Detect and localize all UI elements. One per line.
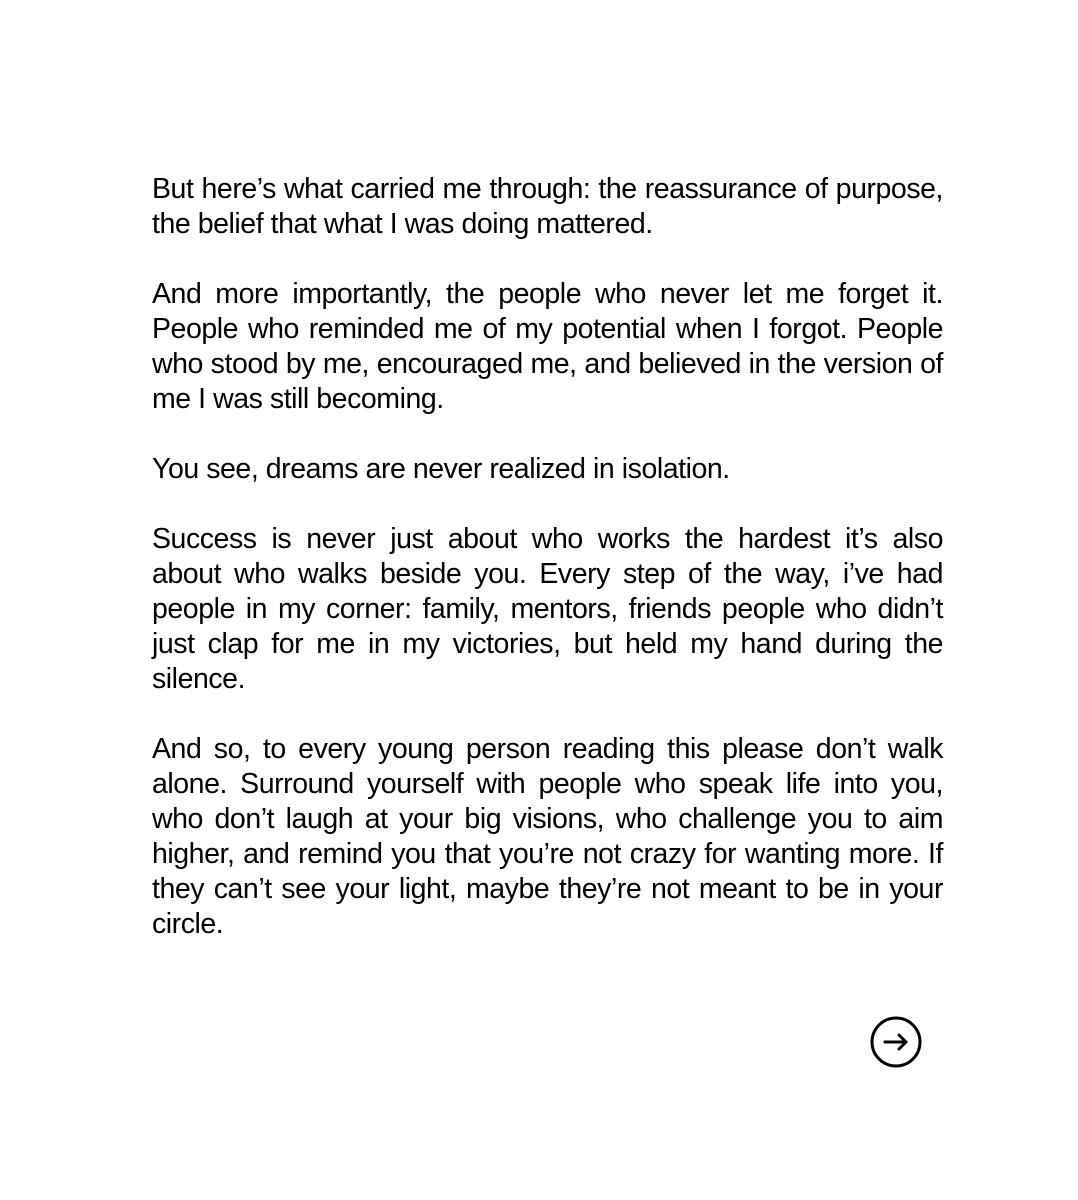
next-button[interactable]: [870, 1016, 922, 1068]
article-body: [152, 172, 943, 942]
paragraph-2: And more importantly, the people who never let me forget it. People who reminded me of my potential when I forgot. People who stood by me, encouraged me, and believed in the version of me I was still becoming.: [152, 278, 943, 415]
paragraph-3: You see, dreams are never realized in isolation.: [152, 453, 730, 485]
paragraph-1: But here’s what carried me through: the reassurance of purpose, the belief that what I was doing mattered.: [152, 173, 943, 240]
paragraph-5: And so, to every young person reading this please don’t walk alone. Surround yourself with people who speak life into you, who don’t laugh at your big visions, who challenge you to aim higher, and remind you that you’re not crazy for wanting more. If they can’t see your light, maybe they’re not meant to be in your circle.: [152, 733, 943, 940]
paragraph-4: Success is never just about who works the hardest it’s also about who walks beside you. Every step of the way, i’ve had people in my corner: family, mentors, friends people who didn’t just clap for me in my victories, but held my hand during the silence.: [152, 523, 943, 695]
arrow-right-circle-icon: [870, 1016, 922, 1068]
